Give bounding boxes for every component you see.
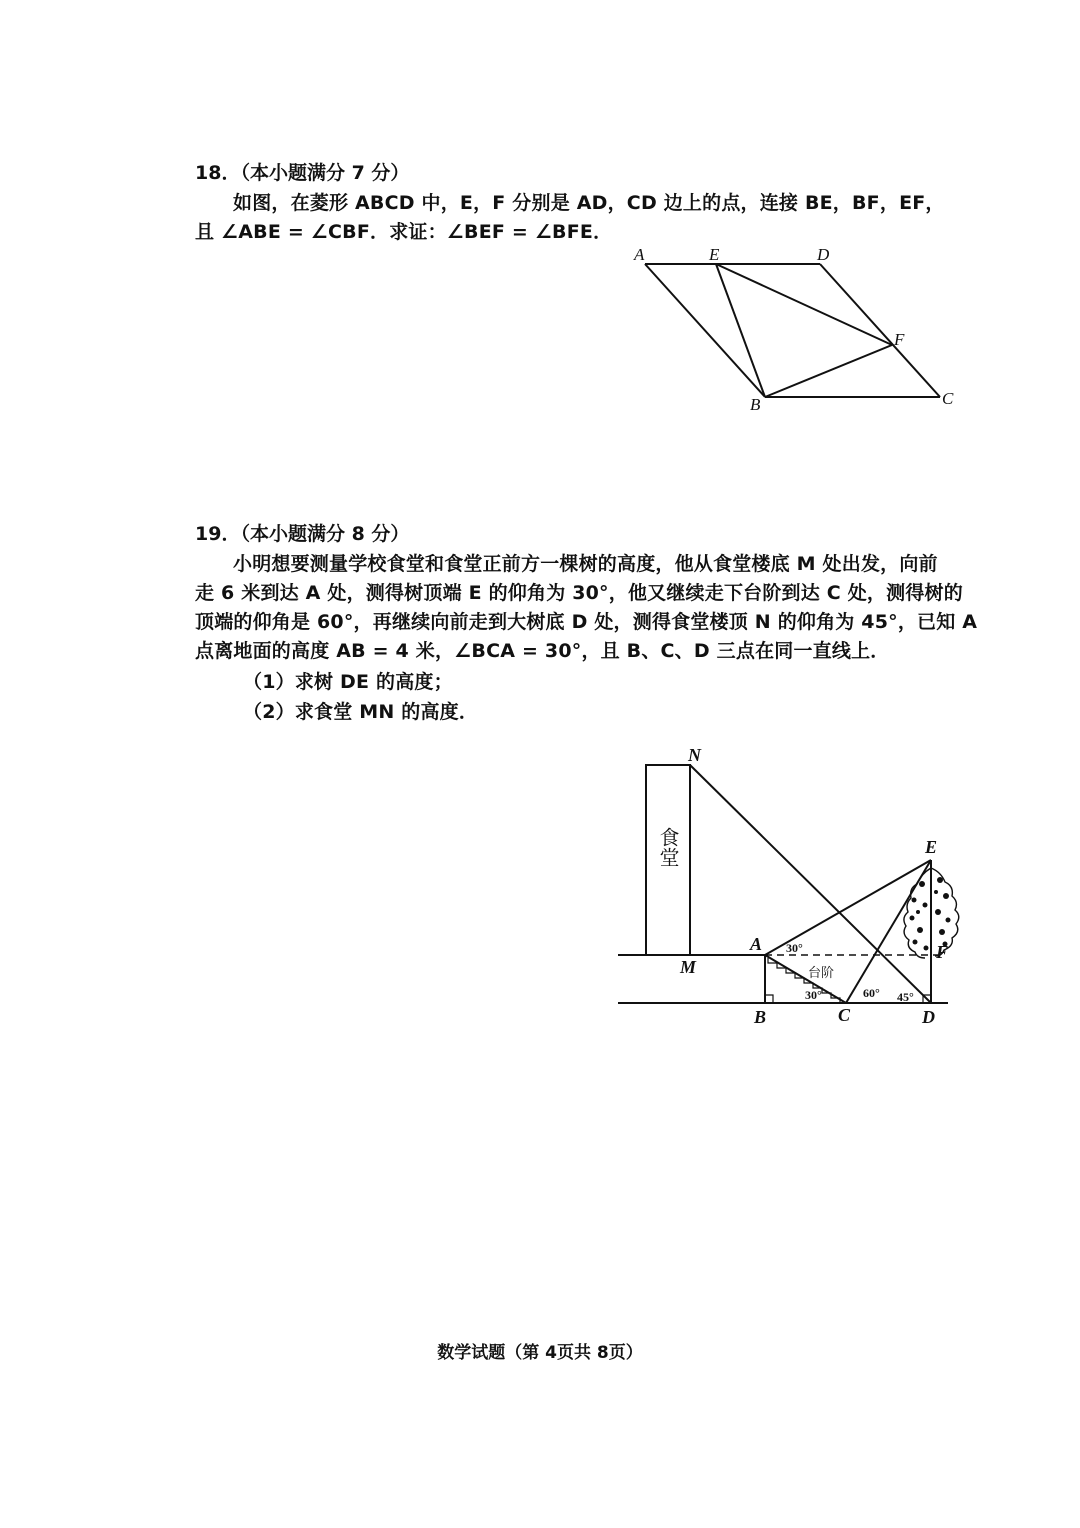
- q19-subquestion-2: （2）求食堂 MN 的高度．: [243, 701, 479, 723]
- angle-label-C-right: 60°: [863, 986, 880, 1000]
- q19-text-line2: 走 6 米到达 A 处，测得树顶端 E 的仰角为 30°，他又继续走下台阶到达 C 处，测得树的: [195, 582, 963, 604]
- q18-score: （本小题满分 7 分）: [240, 162, 410, 184]
- label-A: A: [634, 245, 645, 264]
- angle-label-A: 30°: [786, 941, 803, 955]
- label-C: C: [942, 389, 954, 408]
- q18-number: 18．: [195, 162, 241, 184]
- right-angle-B: [765, 995, 773, 1003]
- label-D: D: [922, 1007, 935, 1027]
- q19-header: [195, 519, 409, 546]
- q18-header: [195, 158, 409, 185]
- q19-text-line4: 点离地面的高度 AB = 4 米，∠BCA = 30°，且 B、C、D 三点在同一直线上．: [195, 640, 890, 662]
- label-M: M: [680, 957, 697, 977]
- label-N: N: [688, 745, 701, 765]
- q19-text-line3: 顶端的仰角是 60°，再继续向前走到大树底 D 处，测得食堂楼顶 N 的仰角为 45°，已知 A: [195, 611, 978, 633]
- q19-measurement-figure: [610, 740, 970, 1040]
- label-F: F: [894, 330, 905, 349]
- q19-text-line1: 小明想要测量学校食堂和食堂正前方一棵树的高度，他从食堂楼底 M 处出发，向前: [233, 553, 938, 575]
- q18-rhombus-figure: [600, 238, 980, 418]
- edge-AB: [645, 264, 765, 397]
- label-A: A: [750, 934, 763, 954]
- q18-text-line2: 且 ∠ABE = ∠CBF．求证：∠BEF = ∠BFE．: [195, 221, 613, 243]
- segment-BF: [765, 345, 892, 397]
- page-footer: 数学试题（第 4页共 8页）: [437, 1343, 643, 1363]
- label-F: F: [936, 942, 949, 962]
- q18-text-line1: 如图，在菱形 ABCD 中，E，F 分别是 AD，CD 边上的点，连接 BE，BF，EF，: [233, 192, 945, 214]
- label-canteen: 食堂: [656, 827, 680, 867]
- q19-subquestion-1: （1）求树 DE 的高度；: [243, 671, 453, 693]
- q19-number: 19．: [195, 523, 241, 545]
- label-E: E: [925, 837, 938, 857]
- edge-DC: [820, 264, 940, 397]
- q19-score: （本小题满分 8 分）: [240, 523, 410, 545]
- label-D: D: [817, 245, 830, 264]
- label-E: E: [709, 245, 720, 264]
- label-steps: 台阶: [808, 966, 835, 981]
- label-C: C: [838, 1005, 851, 1025]
- label-B: B: [754, 1007, 767, 1027]
- angle-label-C-left: 30°: [805, 988, 822, 1002]
- angle-label-D: 45°: [897, 990, 914, 1004]
- label-B: B: [750, 395, 761, 414]
